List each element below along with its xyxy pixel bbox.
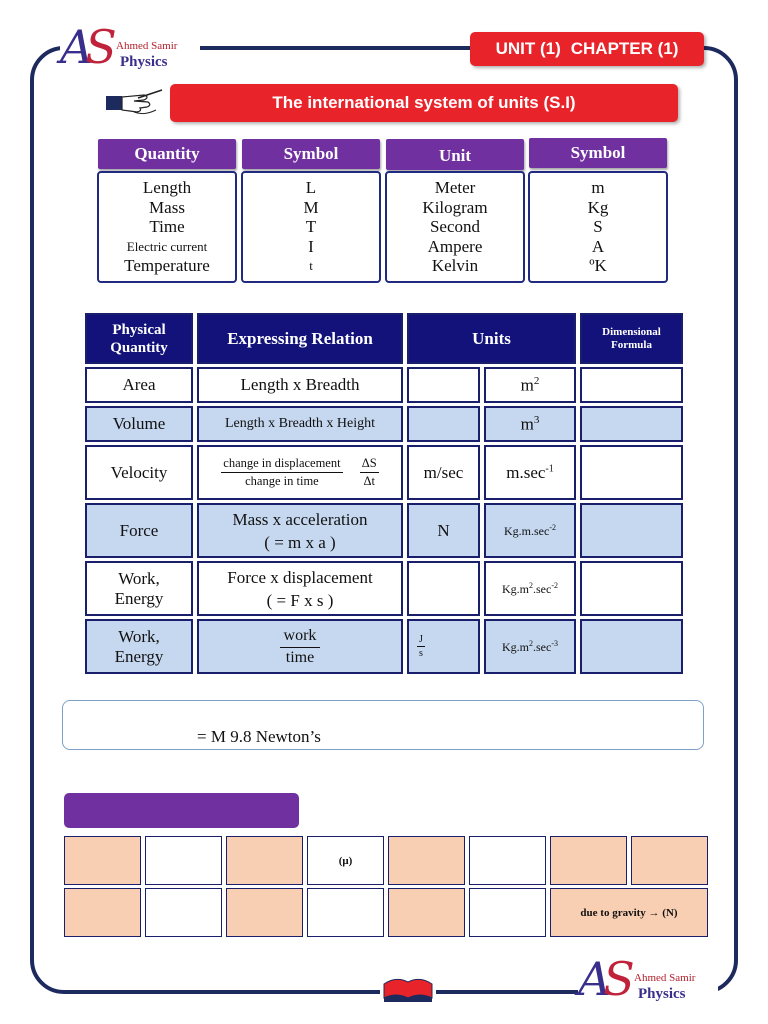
logo-bottom: [578, 952, 718, 1008]
si-symbol: L: [305, 178, 317, 198]
page-ribbon-icon: [380, 974, 436, 1006]
table-row: [85, 406, 683, 442]
si-unit: Kelvin: [431, 256, 479, 276]
si-header-symbol: Symbol: [242, 139, 380, 169]
grid-cell: [64, 836, 141, 885]
cell-quantity: Work, Energy: [85, 561, 193, 616]
unit-label: UNIT (1): [495, 39, 561, 58]
cell-unit-name: [407, 367, 480, 403]
bottom-grid: [60, 833, 712, 940]
cell-dimension: [580, 445, 683, 500]
cell-relation: [197, 445, 403, 500]
table-header-row: [85, 313, 683, 364]
cell-unit: $m^2$: [484, 367, 576, 403]
logo-mark: AS: [60, 20, 109, 74]
grid-cell: [388, 888, 465, 937]
si-unit-symbol: S: [593, 217, 603, 237]
cell-unit-name: [407, 561, 480, 616]
note-text: = M 9.8 Newton’s: [197, 727, 321, 746]
si-quantity: Time: [149, 217, 185, 237]
grid-cell: [145, 836, 222, 885]
table-row: [85, 619, 683, 674]
cell-relation: Force x displacement ( = F x s ): [197, 561, 403, 616]
cell-unit: $Kg.m^2.\sec^{-2}$: [484, 561, 576, 616]
grid-cell: [469, 888, 546, 937]
cell-quantity: Force: [85, 503, 193, 558]
header-units: Units: [407, 313, 576, 364]
cell-relation: Length x Breadth: [197, 367, 403, 403]
cell-quantity: Area: [85, 367, 193, 403]
si-unit: Second: [429, 217, 481, 237]
si-unit: Meter: [434, 178, 476, 198]
cell-unit-name: [407, 406, 480, 442]
si-quantity: Length: [142, 178, 192, 198]
grid-cell: [226, 888, 303, 937]
unit-fraction: $\frac{J}{s}$: [419, 634, 423, 659]
grid-cell: [64, 888, 141, 937]
si-units-box: [385, 171, 525, 283]
cell-relation: Length x Breadth x Height: [197, 406, 403, 442]
relation-delta-fraction: $\frac{\Delta S}{\Delta t}$: [361, 456, 377, 488]
section-title: The international system of units (S.I): [170, 84, 678, 122]
si-unit-symbol: Kg: [587, 197, 609, 217]
si-header-quantity: Quantity: [98, 139, 236, 169]
cell-unit: $m^3$: [484, 406, 576, 442]
grid-cell: [226, 836, 303, 885]
header-physical-quantity: Physical Quantity: [85, 313, 193, 364]
cell-relation: [197, 619, 403, 674]
si-symbol: T: [305, 217, 317, 237]
grid-cell-mu: (μ): [307, 836, 384, 885]
header-dimensional-formula: Dimensional Formula: [580, 313, 683, 364]
grid-cell: [388, 836, 465, 885]
si-header-unit-symbol: Symbol: [529, 138, 667, 168]
note-box: [62, 700, 704, 750]
si-unit: Ampere: [427, 236, 483, 256]
si-symbol: t: [309, 258, 313, 274]
si-unit: Kilogram: [422, 197, 488, 217]
cell-dimension: [580, 619, 683, 674]
relation-fraction: $\frac{\text{work}}{\text{time}}$: [280, 627, 321, 667]
cell-quantity: Volume: [85, 406, 193, 442]
cell-dimension: [580, 367, 683, 403]
section-bar: [64, 793, 299, 828]
grid-cell-gravity: due to gravity → (N): [550, 888, 708, 937]
grid-cell: [631, 836, 708, 885]
cell-unit: $m.\sec^{-1}$: [484, 445, 576, 500]
table-row: [85, 503, 683, 558]
dimensional-table: [81, 310, 687, 677]
cell-dimension: [580, 503, 683, 558]
cell-unit: $Kg.m.\sec^{-2}$: [484, 503, 576, 558]
cell-dimension: [580, 406, 683, 442]
cell-unit-name: [407, 619, 480, 674]
unit-chapter-badge: [470, 32, 704, 66]
relation-fraction: $\frac{\text{change in displacement}}{\text{change in time}}$: [223, 456, 341, 488]
si-quantity: Temperature: [124, 256, 210, 276]
logo-mark: AS: [578, 952, 627, 1006]
table-row: [85, 561, 683, 616]
si-symbol: I: [308, 236, 314, 256]
grid-cell: [550, 836, 627, 885]
si-quantity: Electric current: [126, 238, 208, 254]
cell-unit-name: N: [407, 503, 480, 558]
si-unit-symbol: ºK: [589, 256, 607, 276]
logo-subject: Physics: [120, 54, 168, 70]
cell-quantity: Velocity: [85, 445, 193, 500]
si-quantities-box: [97, 171, 237, 283]
writing-hand-icon: [104, 88, 164, 118]
chapter-label: CHAPTER (1): [570, 39, 679, 58]
si-symbol: M: [303, 197, 319, 217]
grid-cell: [307, 888, 384, 937]
logo-top: [60, 20, 200, 76]
si-symbols-box: [241, 171, 381, 283]
header-expressing-relation: Expressing Relation: [197, 313, 403, 364]
cell-quantity: Work, Energy: [85, 619, 193, 674]
si-unit-symbols-box: [528, 171, 668, 283]
si-quantity: Mass: [149, 197, 185, 217]
grid-row: [64, 836, 708, 885]
grid-cell: [145, 888, 222, 937]
grid-row: [64, 888, 708, 937]
logo-subject: Physics: [638, 986, 686, 1002]
logo-author: Ahmed Samir: [634, 972, 696, 984]
si-unit-symbol: m: [591, 178, 605, 198]
table-row: [85, 367, 683, 403]
si-header-unit: Unit: [386, 139, 524, 170]
cell-relation: Mass x acceleration ( = m x a ): [197, 503, 403, 558]
si-unit-symbol: A: [591, 236, 605, 256]
cell-unit-name: m/sec: [407, 445, 480, 500]
cell-dimension: [580, 561, 683, 616]
table-row: [85, 445, 683, 500]
grid-cell: [469, 836, 546, 885]
cell-unit: $Kg.m^2.\sec^{-3}$: [484, 619, 576, 674]
logo-author: Ahmed Samir: [116, 40, 178, 52]
